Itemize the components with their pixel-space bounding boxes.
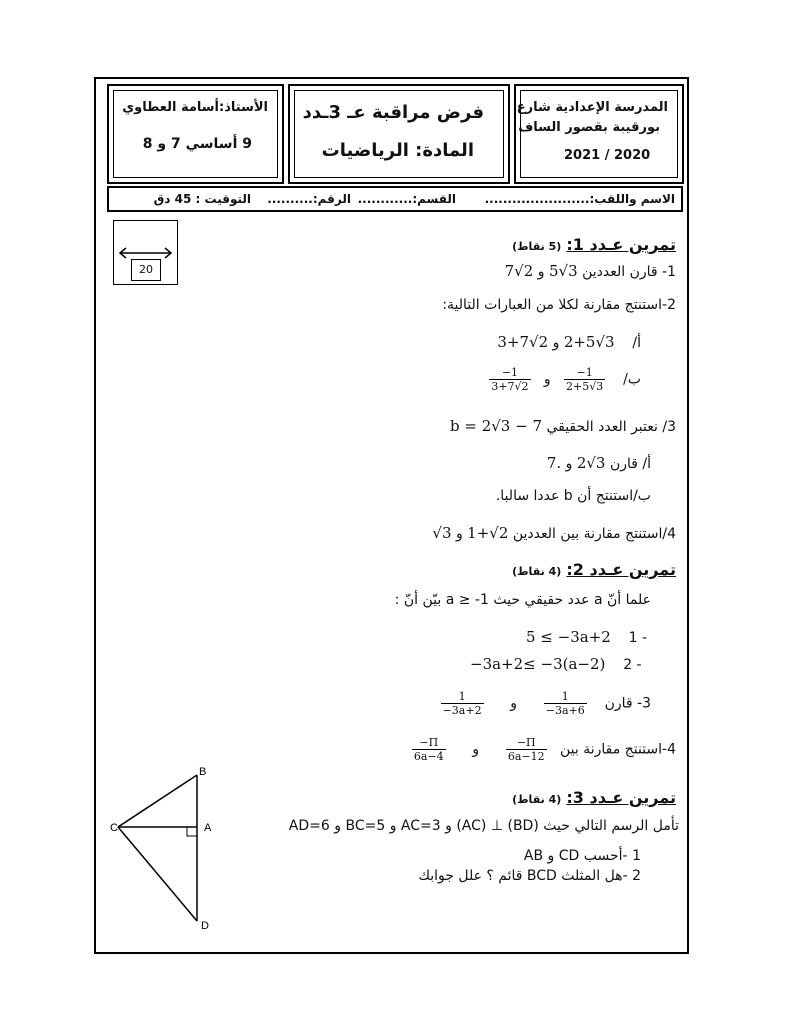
- exercise2-heading: [512, 560, 676, 579]
- ex1-q3-text: 3/ نعتبر العدد الحقيقي: [546, 419, 676, 435]
- ex2-q4-frac2: $\frac{-\Pi}{6a-4}$: [413, 736, 444, 763]
- label-b: B: [199, 766, 207, 778]
- ex2-q3-frac2: $\frac{1}{-3a+2}$: [442, 690, 482, 717]
- exercise1-title: تمرين عـدد 1:: [566, 235, 676, 254]
- ex2-item2-expr: −3a+2≤ −3(a−2): [470, 655, 606, 673]
- ex1-q1: [505, 262, 676, 280]
- ex2-intro: علما أنّ a عدد حقيقي حيث 1- ≤ a بيّن أنّ :: [394, 592, 651, 608]
- ex1-q3: [450, 417, 676, 435]
- ex3-q2: [418, 868, 641, 884]
- ex2-item1-num: 1 -: [628, 630, 648, 646]
- school-year: 2021 / 2020: [564, 148, 651, 163]
- ex1-q1-a: 5√3: [548, 262, 578, 280]
- school-line1: المدرسة الإعدادية شارع: [516, 100, 668, 115]
- exercise3-heading: [512, 788, 676, 807]
- ex1-q3b: ب/استنتج أن b عددا سالبا.: [495, 488, 651, 504]
- ex2-q4: [412, 736, 676, 763]
- segment-cb: [118, 775, 197, 827]
- score-box: [113, 220, 178, 285]
- ex1-q1-and: و: [537, 264, 545, 280]
- label-a: A: [204, 822, 212, 834]
- exercise1-heading: [512, 235, 676, 254]
- ex1-q2a-label: أ/: [632, 335, 641, 351]
- exercise1-points: (5 نقاط): [512, 240, 562, 253]
- ex3-q1-text: -أحسب CD و AB: [523, 848, 628, 864]
- student-name-field: الاسم واللقب:.......................: [484, 192, 675, 206]
- ex1-q2b-frac2: $\frac{-1}{3+7√2}$: [491, 366, 529, 393]
- ex1-q4-a: 1+√2: [467, 524, 509, 542]
- exercise3-title: تمرين عـدد 3:: [566, 788, 676, 807]
- ex1-q2-text: 2-استنتج مقارنة لكلا من العبارات التالية:: [442, 297, 676, 313]
- ex1-q2a-left: 2+5√3: [563, 333, 615, 351]
- ex1-q2b-frac1: $\frac{-1}{2+5√3}$: [566, 366, 604, 393]
- exercise2-title: تمرين عـدد 2:: [566, 560, 676, 579]
- label-c: C: [110, 822, 118, 834]
- school-box: [514, 84, 684, 184]
- teacher-name: الأستاذ:أسامة العطاوي: [122, 100, 268, 115]
- ex1-q4-b: √3: [432, 524, 452, 542]
- exercise2-points: (4 نقاط): [512, 565, 562, 578]
- ex1-q3a: [547, 454, 651, 472]
- ex2-q3-frac1: $\frac{1}{-3a+6}$: [545, 690, 585, 717]
- ex1-q3-expr: b = 2√3 − 7: [449, 417, 542, 435]
- segment-cd: [118, 827, 197, 921]
- ex2-q4-text: 4-استنتج مقارنة بين: [560, 741, 676, 758]
- triangle-figure: [110, 765, 230, 935]
- timing-field: التوقيت : 45 دق: [153, 192, 251, 206]
- teacher-box: [107, 84, 284, 184]
- ex1-q4: [432, 524, 676, 542]
- ex1-q1-text: 1- قارن العددين: [582, 264, 676, 280]
- ex1-q1-b: 7√2: [504, 262, 534, 280]
- ex2-item1: [526, 628, 647, 646]
- ex1-q3a-text: أ/ قارن: [609, 456, 651, 472]
- ex1-q2a-right: 3+7√2: [497, 333, 549, 351]
- label-d: D: [201, 920, 209, 932]
- ex1-q2a: [497, 333, 641, 351]
- ex1-q4-and: و: [455, 526, 463, 542]
- ex1-q3a-seven: 7.: [546, 454, 562, 472]
- ex3-q1: [524, 848, 641, 864]
- title-box: [288, 84, 510, 184]
- exercise3-points: (4 نقاط): [512, 793, 562, 806]
- ex3-q2-num: 2: [632, 868, 641, 884]
- ex1-q4-text: 4/استنتج مقارنة بين العددين: [512, 526, 676, 542]
- ex3-q2-text: -هل المثلث BCD قائم ؟ علل جوابك: [418, 868, 628, 884]
- ex2-item2-num: 2 -: [623, 657, 642, 673]
- ex2-q3: [441, 690, 651, 717]
- ex1-q2b-and: و: [543, 371, 551, 388]
- subject-title: المادة: الرياضيات: [321, 140, 474, 161]
- level-text: 9 أساسي 7 و 8: [142, 136, 252, 152]
- score-value: 20: [131, 259, 161, 281]
- ex2-q4-and: و: [472, 741, 480, 758]
- ex2-q3-text: 3- قارن: [604, 695, 651, 712]
- right-angle-mark: [187, 827, 197, 836]
- ex3-intro: تأمل الرسم التالي حيث (BD) ⊥ (AC) و AC=3 و BC=5 و AD=6: [288, 818, 679, 834]
- ex2-q3-and: و: [510, 695, 518, 712]
- ex2-q4-frac1: $\frac{-\Pi}{6a-12}$: [507, 736, 545, 763]
- ex1-q3a-and: و: [565, 456, 573, 472]
- ex1-q2a-and: و: [552, 335, 560, 351]
- student-info-bar: [107, 186, 683, 212]
- ex3-q1-num: 1: [632, 848, 641, 864]
- section-field: القسم:............: [357, 192, 456, 206]
- ex2-item2: [470, 655, 642, 673]
- test-title: فرض مراقبة عـ 3ـدد: [302, 102, 484, 123]
- ex1-q2b: [489, 366, 641, 393]
- school-line2: بورقيبة بقصور الساف: [518, 120, 660, 135]
- ex1-q2b-label: ب/: [623, 371, 641, 388]
- ex2-item1-expr: 5 ≤ −3a+2: [526, 628, 611, 646]
- ex1-q3a-expr: 2√3: [576, 454, 606, 472]
- number-field: الرقم:..........: [267, 192, 351, 206]
